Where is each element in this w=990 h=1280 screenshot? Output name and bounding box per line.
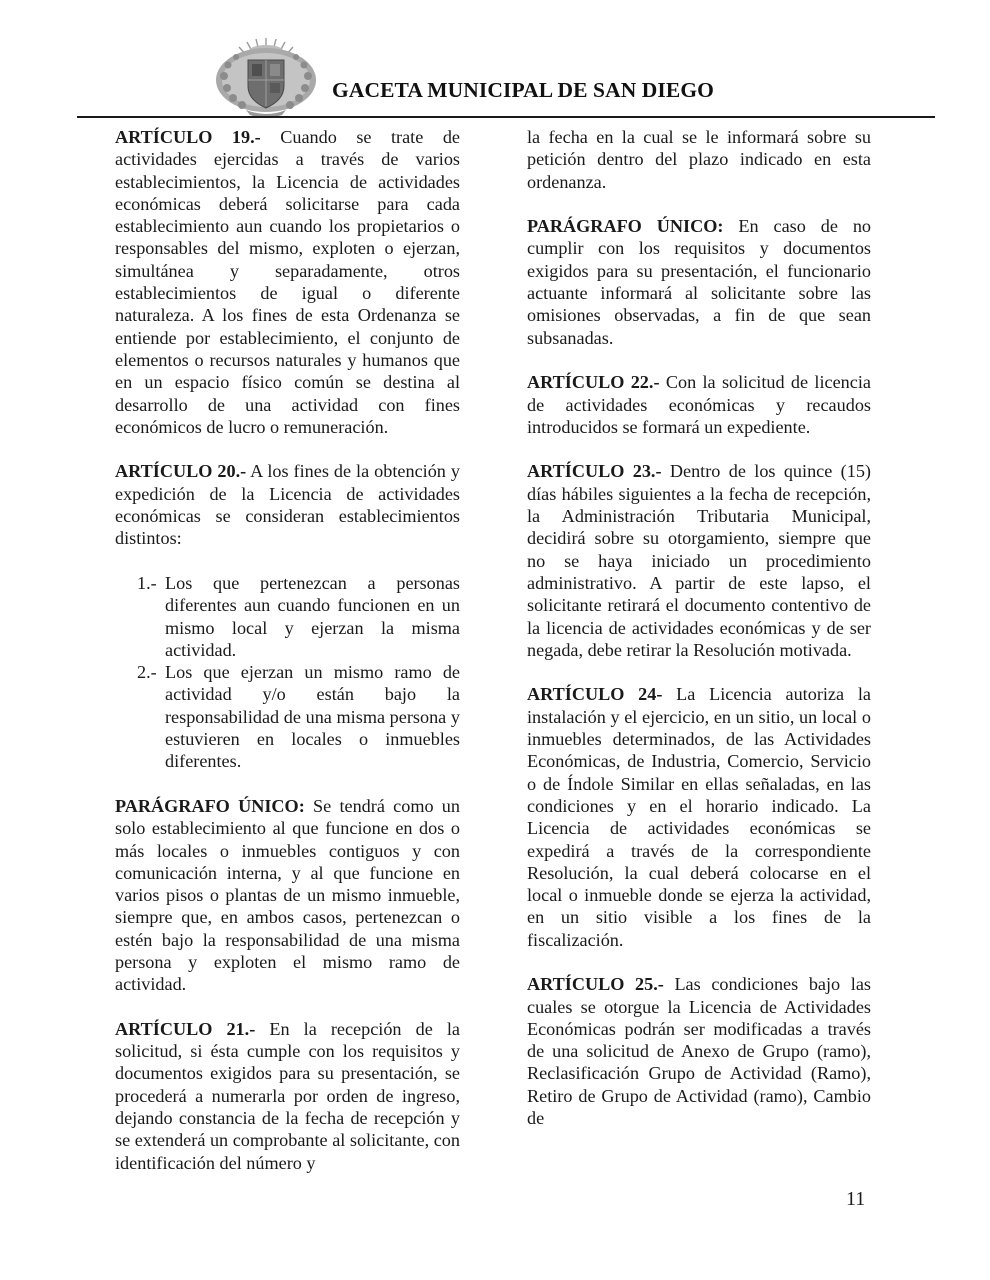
- right-column: [527, 126, 871, 1152]
- article-25-heading: ARTÍCULO 25.-: [527, 974, 664, 995]
- article-23-heading: ARTÍCULO 23.-: [527, 461, 662, 482]
- article-19-body: Cuando se trate de actividades ejercidas a través de varios establecimientos, la Licencia de actividades económicas deberá solicitarse para cada establecimiento aun cuando los propietarios o responsables del mismo, exploten o ejerzan, simultánea y separadamente, otros establecimientos de igual o diferente naturaleza. A los fines de esta Ordenanza se entiende por establecimiento, el conjunto de elementos o recursos naturales y humanos que en un espacio físico común se destina al desarrollo de una actividad con fines económicos de lucro o remuneración.: [115, 127, 460, 437]
- article-24: [527, 683, 871, 951]
- paragrafo-unico-body: Se tendrá como un solo establecimiento al que funcione en dos o más locales o inmuebles contiguos y con comunicación interna, y al que funcione en varios pisos o plantas de un mismo inmueble, siempre que, en ambos casos, pertenezcan o estén bajo la responsabilidad de una misma persona y exploten el mismo ramo de actividad.: [115, 795, 460, 995]
- gazette-title: GACETA MUNICIPAL DE SAN DIEGO: [332, 78, 714, 102]
- paragrafo-unico-right: [527, 215, 871, 349]
- article-22-heading: ARTÍCULO 22.-: [527, 372, 660, 393]
- article-23: [527, 460, 871, 661]
- paragrafo-unico-left: [115, 795, 460, 996]
- list-item-number: 1.-: [137, 572, 157, 593]
- article-21-body: En la recepción de la solicitud, si ésta cumple con los requisitos y documentos exigidos para su presentación, se procederá a numerarla por orden de ingreso, dejando constancia de la fecha de recepción y se extenderá un comprobante al solicitante, con identificación del número y: [115, 1018, 460, 1173]
- municipal-coat-of-arms-icon: [208, 36, 324, 118]
- article-19-heading: ARTÍCULO 19.-: [115, 127, 261, 147]
- list-item: [115, 572, 460, 661]
- paragrafo-unico-body: En caso de no cumplir con los requisitos y documentos exigidos para su presentación, el funcionario actuante informará al solicitante sobre las omisiones observadas, a fin de que sean subsanadas.: [527, 216, 872, 348]
- article-21: [115, 1018, 460, 1174]
- article-20-body: A los fines de la obtención y expedición de la Licencia de actividades económicas se consideran establecimientos distintos:: [115, 461, 460, 549]
- article-25-body: Las condiciones bajo las cuales se otorgue la Licencia de Actividades Económicas podrán ser modificadas a través de una solicitud de Anexo de Grupo (ramo), Reclasificación Grupo de Actividad (Ramo), Retiro de Grupo de Actividad (ramo), Cambio de: [527, 974, 871, 1129]
- article-22: [527, 371, 871, 438]
- article-25: [527, 973, 871, 1129]
- article-21-heading: ARTÍCULO 21.-: [115, 1018, 256, 1039]
- left-column: [115, 126, 460, 1196]
- article-22-body: Con la solicitud de licencia de actividades económicas y recaudos introducidos se formará un expediente.: [527, 372, 871, 437]
- list-item: [115, 661, 460, 772]
- article-24-heading: ARTÍCULO 24-: [527, 684, 663, 705]
- page-number: 11: [846, 1188, 866, 1210]
- article-19: [115, 126, 460, 438]
- paragrafo-unico-heading: PARÁGRAFO ÚNICO:: [527, 216, 724, 237]
- article-24-body: La Licencia autoriza la instalación y el ejercicio, en un sitio, un local o inmuebles determinados, de las Actividades Económicas, de Industria, Comercio, Servicio o de Índole Similar en ellas señaladas, en las condiciones y en el horario indicado. La Licencia de actividades económicas se expedirá a través de la correspondiente Resolución, la cual deberá colocarse en el local o inmueble donde se ejerza la actividad, en un sitio visible a los fines de la fiscalización.: [527, 684, 871, 950]
- list-item-text: Los que ejerzan un mismo ramo de actividad y/o están bajo la responsabilidad de una misma persona y estuvieren en locales o inmuebles diferentes.: [165, 662, 460, 772]
- article-21-continued: [527, 126, 871, 193]
- paragrafo-unico-heading: PARÁGRAFO ÚNICO:: [115, 795, 305, 816]
- article-23-body: Dentro de los quince (15) días hábiles siguientes a la fecha de recepción, la Administración Tributaria Municipal, decidirá sobre su otorgamiento, siempre que no se haya iniciado un procedimiento administrativo. A partir de este lapso, el solicitante retirará el documento contentivo de la licencia de actividades económicas y de ser negada, debe retirar la Resolución motivada.: [527, 461, 871, 660]
- list-item-number: 2.-: [137, 662, 157, 683]
- article-20: [115, 460, 460, 549]
- header-divider: [77, 116, 935, 118]
- article-20-list: [115, 572, 460, 773]
- list-item-text: Los que pertenezcan a personas diferentes aun cuando funcionen en un mismo local y ejerzan la misma actividad.: [165, 572, 460, 660]
- article-20-heading: ARTÍCULO 20.-: [115, 461, 247, 482]
- article-21-continued-body: la fecha en la cual se le informará sobre su petición dentro del plazo indicado en esta ordenanza.: [527, 127, 871, 192]
